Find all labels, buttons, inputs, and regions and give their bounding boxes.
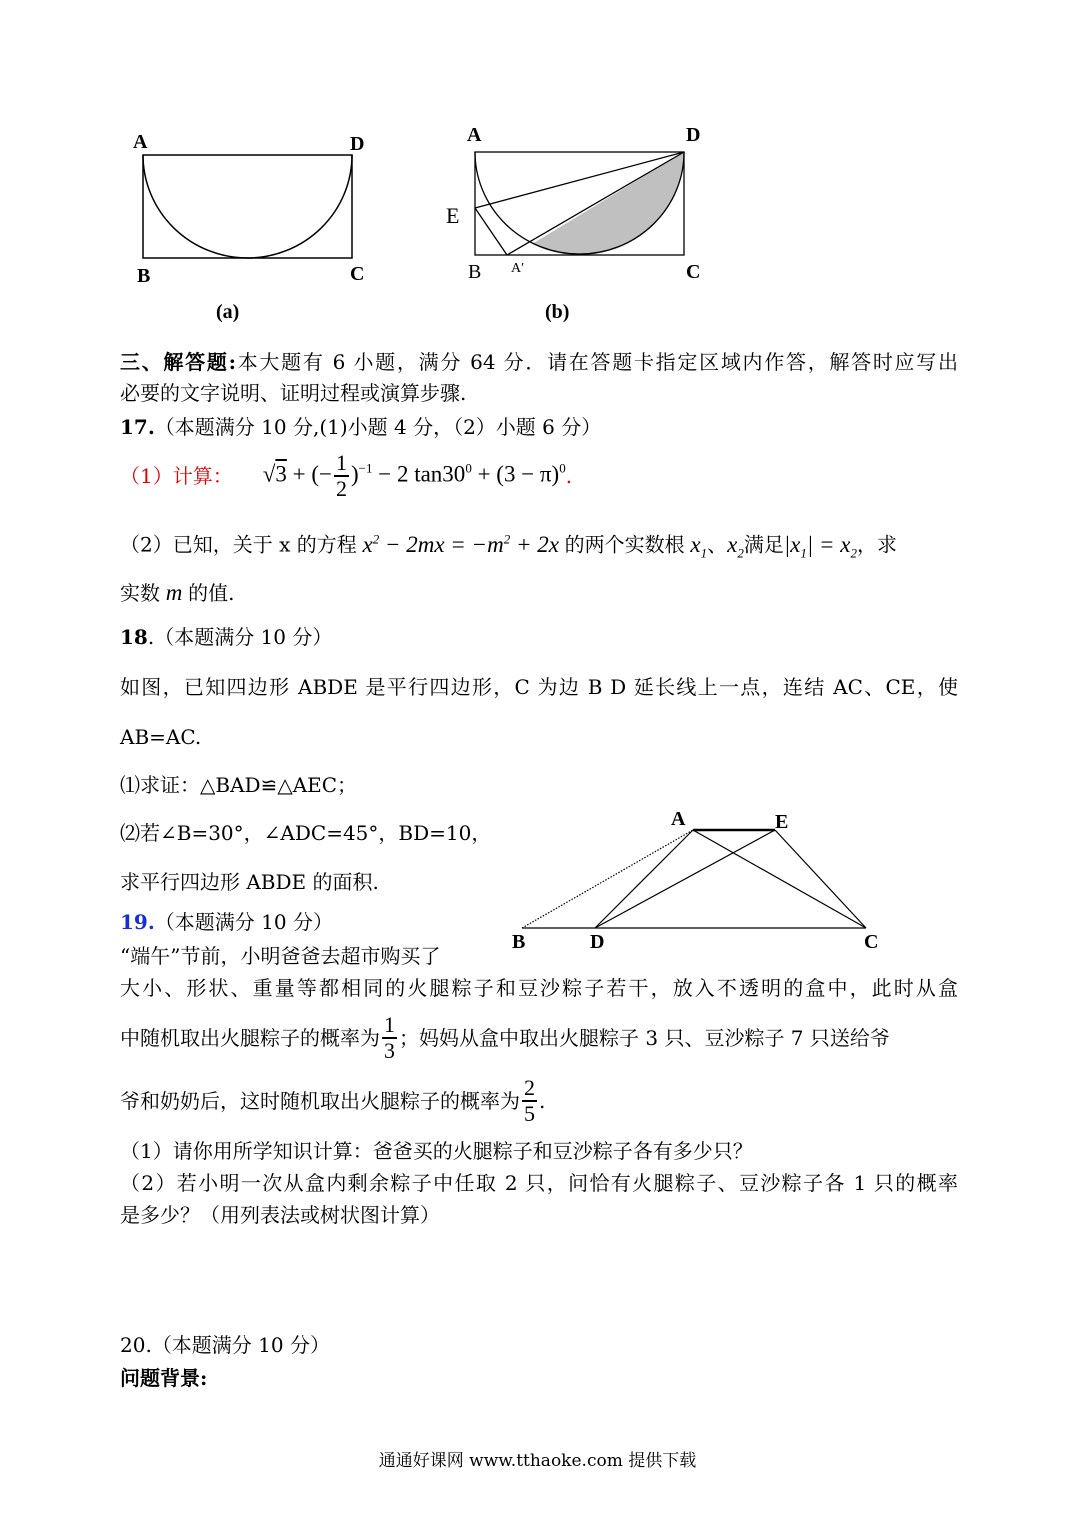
q17-header-text: （本题满分 10 分,(1)小题 4 分，（2）小题 6 分） xyxy=(154,415,602,439)
q18-fig-label-b: B xyxy=(512,931,526,953)
fig-b-caption: (b) xyxy=(545,301,570,323)
section3-line2: 必要的文字说明、证明过程或演算步骤. xyxy=(120,381,467,405)
q19-line1: “端午”节前，小明爸爸去超市购买了 xyxy=(120,944,441,968)
q19-part3: 是多少？（用列表法或树状图计算） xyxy=(120,1203,440,1227)
fig-a-caption: (a) xyxy=(216,301,240,323)
q18-fig-label-e: E xyxy=(775,811,789,833)
section3-line1 xyxy=(120,349,958,375)
fig-b-label-b: B xyxy=(468,261,482,283)
fig-a-label-a: A xyxy=(133,131,148,153)
q17-part1-label: （1）计算： xyxy=(120,464,233,488)
q17-number: 17. xyxy=(120,415,155,439)
q19-line2: 大小、形状、重量等都相同的火腿粽子和豆沙粽子若干，放入不透明的盒中，此时从盒 xyxy=(120,976,958,1000)
q18-fig-label-c: C xyxy=(864,931,879,953)
fig-b-label-a: A xyxy=(467,124,482,146)
q17-header xyxy=(120,414,601,440)
q17-part1 xyxy=(120,446,572,506)
q17-part1-period: . xyxy=(565,464,573,488)
fig-b-label-a-prime: A′ xyxy=(511,261,525,276)
q20-header: 20.（本题满分 10 分） xyxy=(120,1333,330,1357)
q20-background: 问题背景: xyxy=(120,1366,208,1390)
fig-a-label-c: C xyxy=(350,263,365,285)
q17-part2-line2: 实数 m 的值. xyxy=(120,580,235,605)
fraction-two-fifths: $\frac{2}{5}$ xyxy=(524,1075,535,1126)
fig-a-label-b: B xyxy=(137,265,151,287)
figure-q18 xyxy=(522,830,866,928)
q18-line1: 如图，已知四边形 ABDE 是平行四边形，C 为边 B D 延长线上一点，连结 AC、CE，使 xyxy=(120,675,958,699)
q19-line4: 爷和奶奶后，这时随机取出火腿粽子的概率为 $\frac{2}{5}$ . xyxy=(120,1075,546,1126)
q17-part2-line1: （2）已知，关于 x 的方程 $x^2 - 2mx = -m^2 + 2x$ 的两个实数根 $x_1$、$x_2$满足$|x_1| = x_2$，求 xyxy=(120,531,897,561)
figure-a xyxy=(143,155,352,258)
figure-b xyxy=(475,152,684,255)
q19-header: 19.（本题满分 10 分） xyxy=(120,910,333,934)
q18-part3: 求平行四边形 ABDE 的面积. xyxy=(120,870,379,894)
fraction-one-third: $\frac{1}{3}$ xyxy=(384,1012,395,1063)
q19-part2: （2）若小明一次从盒内剩余粽子中任取 2 只，问恰有火腿粽子、豆沙粽子各 1 只的概率 xyxy=(120,1171,958,1195)
q17-equation: $x^2 - 2mx = -m^2 + 2x$ xyxy=(362,531,559,557)
q18-line2: AB=AC. xyxy=(120,725,202,749)
q18-fig-label-d: D xyxy=(590,931,605,953)
fig-b-label-e: E xyxy=(446,203,460,228)
section3-text: 本大题有 6 小题，满分 64 分．请在答题卡指定区域内作答，解答时应写出 xyxy=(235,350,958,374)
q19-part1: （1）请你用所学知识计算：爸爸买的火腿粽子和豆沙粽子各有多少只？ xyxy=(120,1139,753,1163)
q18-fig-label-a: A xyxy=(671,808,686,830)
fig-b-label-c: C xyxy=(686,261,701,283)
section3-heading: 三、解答题: xyxy=(120,350,236,374)
q18-part1: ⑴求证：△BAD≌△AEC； xyxy=(120,773,358,797)
q18-part2: ⑵若∠B=30°，∠ADC=45°，BD=10， xyxy=(120,821,492,845)
fig-a-label-d: D xyxy=(350,133,365,155)
fig-b-label-d: D xyxy=(686,124,701,146)
q17-part1-expression: √3 + (− $\frac{1}{2}$ )$^{-1}$ − 2 $\tan 30^0 + (3 - \pi)^0$ xyxy=(262,450,566,501)
q19-line3: 中随机取出火腿粽子的概率为 $\frac{1}{3}$ ；妈妈从盒中取出火腿粽子 3 只、豆沙粽子 7 只送给爷 xyxy=(120,1012,890,1063)
q18-header: 18.（本题满分 10 分） xyxy=(120,625,333,649)
footer: 通通好课网 www.tthaoke.com 提供下载 xyxy=(378,1451,697,1471)
q19-number: 19. xyxy=(120,910,155,934)
